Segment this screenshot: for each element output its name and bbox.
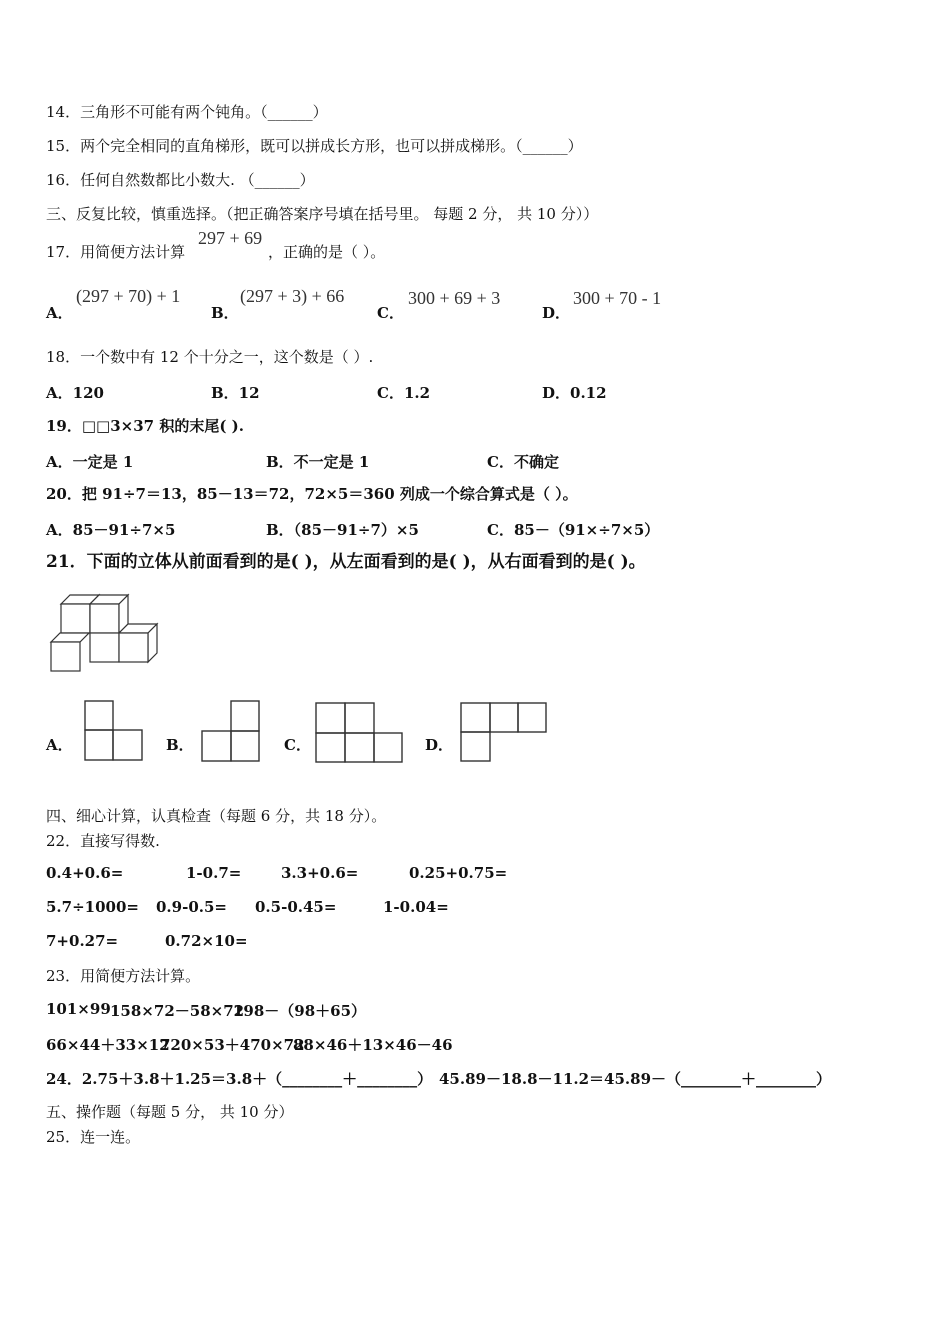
q22-item: 1-0.04= [383,898,449,916]
q18-option-a: A．120 [46,384,104,402]
q17-option-a-expr: (297 + 70) + 1 [76,286,181,306]
question-21: 21．下面的立体从前面看到的是( )，从左面看到的是( )，从右面看到的是( )。 [46,552,646,572]
section-3-heading: 三、反复比较，慎重选择。（把正确答案序号填在括号里。 每题 2 分， 共 10 分）） [46,205,599,223]
q18-option-b: B．12 [211,384,260,402]
question-17-prefix: 17．用简便方法计算 [46,243,186,261]
q19-option-b: B．不一定是 1 [266,453,370,471]
q23-item: 101×99 [46,1000,111,1018]
question-20: 20．把 91÷7＝13，85－13＝72，72×5＝360 列成一个综合算式是（ ）。 [46,485,578,503]
q20-option-c: C．85－（91×÷7×5） [487,521,660,539]
question-18: 18．一个数中有 12 个十分之一，这个数是（ ）. [46,348,374,366]
question-17-expression: 297 + 69 [198,228,263,248]
q17-option-d-expr: 300 + 70 - 1 [573,288,662,308]
q21-option-c-label: C． [284,736,311,754]
q21-option-d-figure [460,702,550,764]
q21-option-b-figure [201,700,261,762]
q22-item: 0.72×10= [165,932,248,950]
q22-item: 0.5-0.45= [255,898,337,916]
question-17-suffix: ，正确的是（ ）。 [268,243,386,261]
q17-option-a-label: A． [46,304,73,322]
cube-solid-figure [46,590,161,675]
q21-option-c-figure [315,702,405,764]
q22-item: 0.9-0.5= [156,898,227,916]
q17-option-b-expr: (297 + 3) + 66 [240,286,345,306]
q23-item: 88×46＋13×46－46 [293,1036,453,1054]
q18-option-d: D．0.12 [542,384,607,402]
q21-option-b-label: B． [166,736,194,754]
question-24-part-2: 45.89－18.8－11.2＝45.89－（________＋________） [439,1070,832,1088]
question-23: 23．用简便方法计算。 [46,967,201,985]
q21-option-a-label: A． [46,736,73,754]
q18-option-c: C．1.2 [377,384,431,402]
q17-option-d-label: D． [542,304,571,322]
q22-item: 0.25+0.75= [409,864,508,882]
q23-item: 66×44＋33×12 [46,1036,170,1054]
question-16: 16．任何自然数都比小数大. （______） [46,171,315,189]
question-19: 19．□□3×37 积的末尾( ). [46,417,244,435]
q21-option-d-label: D． [425,736,454,754]
q21-option-a-figure [84,700,144,762]
section-5-heading: 五、操作题（每题 5 分， 共 10 分） [46,1103,294,1121]
q17-option-b-label: B． [211,304,239,322]
q17-option-c-label: C． [377,304,404,322]
q22-item: 3.3+0.6= [281,864,359,882]
q22-item: 1-0.7= [186,864,242,882]
q19-option-c: C．不确定 [487,453,559,471]
q19-option-a: A．一定是 1 [46,453,134,471]
question-14: 14．三角形不可能有两个钝角。（______） [46,103,328,121]
question-24-part-1: 24．2.75＋3.8＋1.25＝3.8＋（________＋________） [46,1070,433,1088]
section-4-heading: 四、细心计算，认真检查（每题 6 分，共 18 分）。 [46,807,387,825]
q23-item: 158×72－58×72 [110,1002,245,1020]
q22-item: 5.7÷1000= [46,898,139,916]
q17-option-c-expr: 300 + 69 + 3 [408,288,501,308]
q23-item: 720×53＋470×72 [160,1036,305,1054]
q22-item: 0.4+0.6= [46,864,124,882]
q20-option-b: B．（85－91÷7）×5 [266,521,419,539]
q23-item: 198－（98＋65） [233,1002,367,1020]
question-15: 15．两个完全相同的直角梯形，既可以拼成长方形，也可以拼成梯形。（______） [46,137,583,155]
question-25: 25．连一连。 [46,1128,141,1146]
q20-option-a: A．85－91÷7×5 [46,521,176,539]
question-22: 22．直接写得数. [46,832,160,850]
q22-item: 7+0.27= [46,932,119,950]
